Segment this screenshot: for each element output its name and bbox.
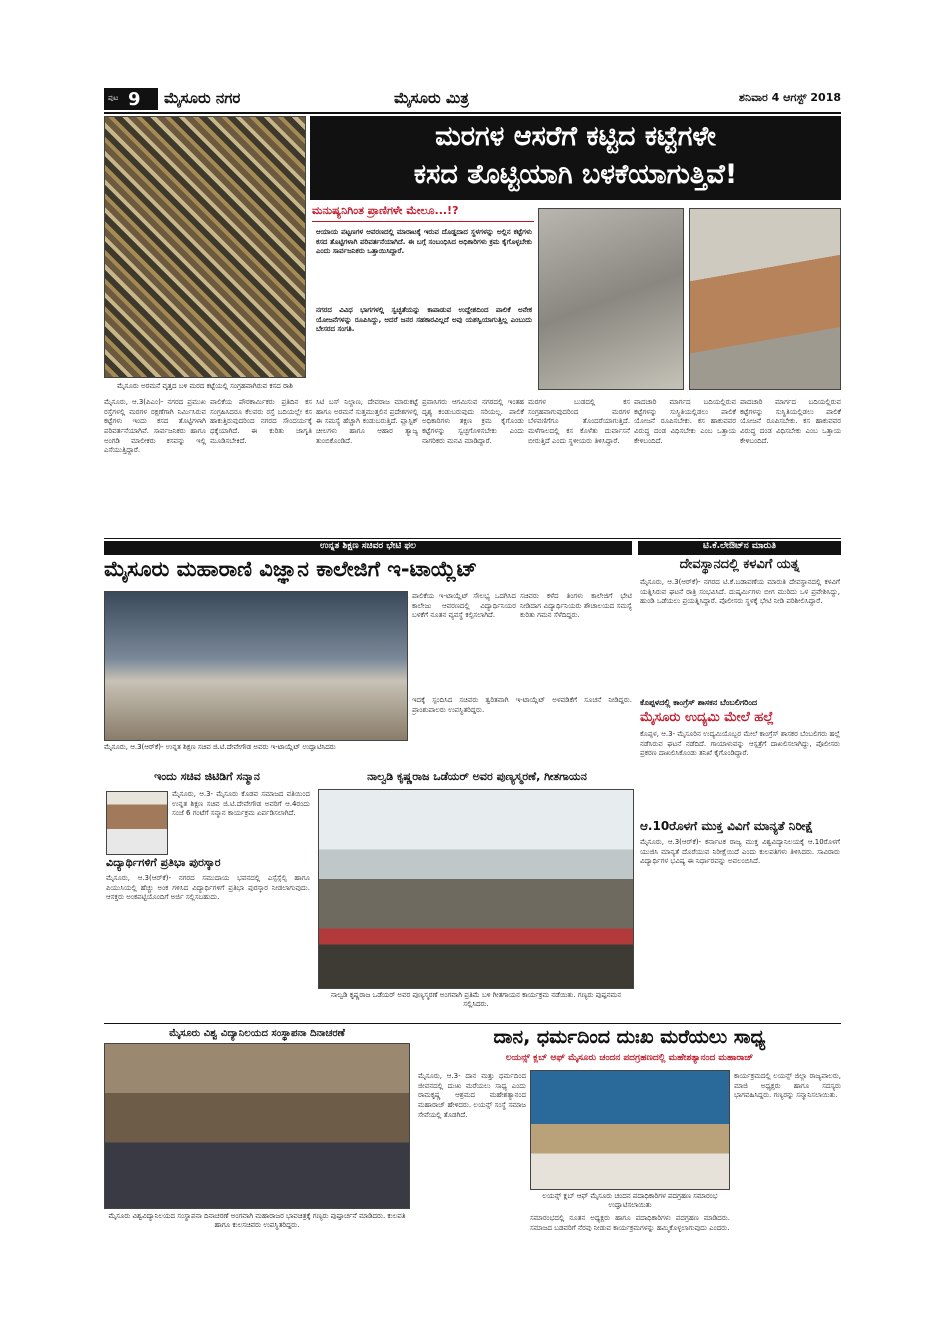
lead-kicker-rule — [312, 221, 534, 222]
paper-name: ಮೈಸೂರು ಮಿತ್ರ — [394, 89, 469, 107]
college-caption: ಮೈಸೂರು, ಆ.3(ಆರ್‌ಕೆ)- ಉನ್ನತ ಶಿಕ್ಷಣ ಸಚಿವ ಜಿ.ಟಿ.ದೇವೇಗೌಡ ಅವರು ಇ-ಟಾಯ್ಲೆಟ್ ಉದ್ಘಾಟಿಸಿದರು — [104, 743, 336, 751]
lead-body-col4: ಪ್ರವಾಸಿಗರು ಆಗಮಿಸುವ ನಗರದಲ್ಲಿ ಇಂತಹ ದೃಶ್ಯ ಕಂಡುಬರುವುದು ಸರಿಯಲ್ಲ. ಪಾಲಿಕೆ ಅಧಿಕಾರಿಗಳು ತಕ್ಷಣ ಕ್ರಮ ಕೈಗೊಂಡು ಕಟ್ಟೆಗಳನ್ನು ಸ್ವಚ್ಛಗೊಳಿಸಬೇಕು ಎಂದು ನಾಗರಿಕರು ಮನವಿ ಮಾಡಿದ್ದಾರೆ. — [422, 398, 524, 445]
temple-body: ಮೈಸೂರು, ಆ.3(ಆರ್‌ಕೆ)- ನಗರದ ಟಿ.ಕೆ.ಬಡಾವಣೆಯ ಮಾರುತಿ ದೇವಸ್ಥಾನದಲ್ಲಿ ಕಳವಿಗೆ ಯತ್ನಿಸಿರುವ ಘಟನೆ ರಾತ್ರಿ ಸಂಭವಿಸಿದೆ. ದುಷ್ಕರ್ಮಿಗಳು ಬೀಗ ಮುರಿದು ಒಳ ಪ್ರವೇಶಿಸಿದ್ದು, ಹುಂಡಿ ಒಡೆಯಲು ಪ್ರಯತ್ನಿಸಿದ್ದಾರೆ. ಪೊಲೀಸರು ಸ್ಥಳಕ್ಕೆ ಭೇಟಿ ನೀಡಿ ಪರಿಶೀಲಿಸಿದ್ದಾರೆ. — [640, 578, 840, 606]
minister-portrait — [106, 791, 168, 855]
nalwadi-caption: ನಾಲ್ವಡಿ ಕೃಷ್ಣರಾಜ ಒಡೆಯರ್ ಅವರ ಪುಣ್ಯಸ್ಮರಣೆ ಅಂಗವಾಗಿ ಪ್ರತಿಮೆ ಬಳಿ ಗೀತಗಾಯನ ಕಾರ್ಯಕ್ರಮ ನಡೆಯಿತು. ಗಣ್ಯರು ಪುಷ್ಪನಮನ ಸಲ್ಲಿಸಿದರು. — [330, 991, 622, 1008]
charity-body-2: ಸಮಾರಂಭದಲ್ಲಿ ನೂತನ ಅಧ್ಯಕ್ಷರು ಹಾಗೂ ಪದಾಧಿಕಾರಿಗಳು ಪದಗ್ರಹಣ ಮಾಡಿದರು. ಸಮಾಜದ ಬಡವರಿಗೆ ನೆರವು ನೀಡುವ ಕಾರ್ಯಕ್ರಮಗಳನ್ನು ಹಮ್ಮಿಕೊಳ್ಳಲಾಗುವುದು ಎಂದರು. — [530, 1214, 730, 1232]
congress-headline: ಮೈಸೂರು ಉದ್ಯಮಿ ಮೇಲೆ ಹಲ್ಲೆ — [640, 710, 774, 725]
award-headline: ವಿದ್ಯಾರ್ಥಿಗಳಿಗೆ ಪ್ರತಿಭಾ ಪುರಸ್ಕಾರ — [106, 856, 221, 869]
section-divider-1 — [104, 538, 841, 539]
lead-body-col2: ಪಾಲಿಕೆಯ ಪೌರಕಾರ್ಮಿಕರು ಪ್ರತಿದಿನ ಕಸ ಸಂಗ್ರಹಿಸಿದರೂ ಕೆಲವರು ರಸ್ತೆ ಬದಿಯಲ್ಲೇ ಕಸ ಹಾಕುತ್ತಿರುವುದರಿಂದ ನಗರದ ಸೌಂದರ್ಯಕ್ಕೆ ಧಕ್ಕೆಯಾಗಿದೆ. ಈ ಕುರಿತು ಜಾಗೃತಿ ಮೂಡಿಸಬೇಕಿದೆ. — [210, 398, 312, 445]
college-body-1: ಪಾಲಿಕೆಯ ಇ-ಟಾಯ್ಲೆಟ್ ಸೌಲಭ್ಯ ಒದಗಿಸಿದ ಕಾಲೇಜು ಆವರಣದಲ್ಲಿ ವಿದ್ಯಾರ್ಥಿನಿಯರ ಬಳಕೆಗೆ ನೂತನ ವ್ಯವಸ್ಥೆ ಕಲ್ಪಿಸಲಾಗಿದೆ. — [412, 592, 516, 620]
university-photo — [104, 1043, 410, 1209]
college-body-2: ಸಚಿವರು ಕಳೆದ ತಿಂಗಳು ಕಾಲೇಜಿಗೆ ಭೇಟಿ ನೀಡಿದಾಗ ವಿದ್ಯಾರ್ಥಿನಿಯರು ಶೌಚಾಲಯದ ಸಮಸ್ಯೆ ಕುರಿತು ಗಮನ ಸೆಳೆದಿದ್ದರು. — [520, 592, 632, 620]
lead-photo-garbage — [104, 116, 306, 378]
college-kicker: ಉನ್ನತ ಶಿಕ್ಷಣ ಸಚಿವರ ಭೇಟಿ ಫಲ — [320, 541, 416, 551]
charity-body-3: ಕಾರ್ಯಕ್ರಮದಲ್ಲಿ ಲಯನ್ಸ್ ಜಿಲ್ಲಾ ರಾಜ್ಯಪಾಲರು, ಮಾಜಿ ಅಧ್ಯಕ್ಷರು ಹಾಗೂ ಸದಸ್ಯರು ಭಾಗವಹಿಸಿದ್ದರು. ಗಣ್ಯರನ್ನು ಸನ್ಮಾನಿಸಲಾಯಿತು. — [734, 1072, 841, 1100]
temple-kicker-bar — [638, 541, 841, 555]
page-number: 9 — [128, 89, 141, 110]
lead-body-col1: ಮೈಸೂರು, ಆ.3(ಪಿಎಂ)- ನಗರದ ಪ್ರಮುಖ ರಸ್ತೆಗಳಲ್ಲಿ ಮರಗಳ ರಕ್ಷಣೆಗಾಗಿ ನಿರ್ಮಿಸಿರುವ ಕಟ್ಟೆಗಳು ಇಂದು ಕಸದ ತೊಟ್ಟಿಗಳಾಗಿ ಪರಿವರ್ತನೆಯಾಗಿವೆ. ಸಾರ್ವಜನಿಕರು ಹಾಗೂ ಅಂಗಡಿ ಮಾಲೀಕರು ಕಸವನ್ನು ಇಲ್ಲಿ ಎಸೆಯುತ್ತಿದ್ದಾರೆ. — [104, 398, 206, 455]
congress-body: ಕೊಪ್ಪಳ, ಆ.3- ಮೈಸೂರಿನ ಉದ್ಯಮಿಯೊಬ್ಬರ ಮೇಲೆ ಕಾಂಗ್ರೆಸ್ ಶಾಸಕರ ಬೆಂಬಲಿಗರು ಹಲ್ಲೆ ನಡೆಸಿರುವ ಘಟನೆ ನಡೆದಿದೆ. ಗಾಯಾಳುವನ್ನು ಆಸ್ಪತ್ರೆಗೆ ದಾಖಲಿಸಲಾಗಿದ್ದು, ಪೊಲೀಸರು ಪ್ರಕರಣ ದಾಖಲಿಸಿಕೊಂಡು ತನಿಖೆ ಕೈಗೊಂಡಿದ್ದಾರೆ. — [640, 730, 840, 758]
lead-headline-box — [310, 116, 841, 200]
lead-photo-tree-base — [538, 208, 684, 390]
protest-headline: ಆ.10ರೊಳಗೆ ಮುಕ್ತ ವಿವಿಗೆ ಮಾನ್ಯತೆ ನಿರೀಕ್ಷೆ — [640, 819, 813, 833]
page-number-box — [104, 88, 158, 110]
nalwadi-headline: ನಾಲ್ವಡಿ ಕೃಷ್ಣರಾಜ ಒಡೆಯರ್ ಅವರ ಪುಣ್ಯಸ್ಮರಣೆ, ಗೀತಗಾಯನ — [367, 770, 587, 783]
temple-headline: ದೇವಸ್ಥಾನದಲ್ಲಿ ಕಳವಿಗೆ ಯತ್ನ — [679, 557, 800, 572]
minister-headline: ಇಂದು ಸಚಿವ ಜಿಟಿಡಿಗೆ ಸನ್ಮಾನ — [154, 770, 260, 783]
lead-headline-line2: ಕಸದ ತೊಟ್ಟಿಯಾಗಿ ಬಳಕೆಯಾಗುತ್ತಿವೆ! — [413, 159, 738, 190]
lead-body-col6: ಪಾದಚಾರಿ ಮಾರ್ಗದ ಬದಿಯಲ್ಲಿರುವ ಕಟ್ಟೆಗಳನ್ನು ಸುಸ್ಥಿತಿಯಲ್ಲಿಡಲು ಪಾಲಿಕೆ ಯೋಜನೆ ರೂಪಿಸಬೇಕು. ಕಸ ಹಾಕುವವರ ವಿರುದ್ಧ ದಂಡ ವಿಧಿಸಬೇಕು ಎಂಬ ಒತ್ತಾಯ ಕೇಳಿಬಂದಿದೆ. — [634, 398, 736, 445]
section-name: ಮೈಸೂರು ನಗರ — [164, 89, 241, 107]
charity-caption: ಲಯನ್ಸ್ ಕ್ಲಬ್ ಆಫ್ ಮೈಸೂರು ಚಂದನ ಪದಾಧಿಕಾರಿಗಳ ಪದಗ್ರಹಣ ಸಮಾರಂಭ ಉದ್ಘಾಟಿಸಲಾಯಿತು — [542, 1192, 718, 1209]
college-kicker-bar — [104, 541, 632, 555]
lead-photo-caption: ಮೈಸೂರು ಅರಮನೆ ವೃತ್ತದ ಬಳಿ ಮರದ ಕಟ್ಟೆಯಲ್ಲಿ ಸಂಗ್ರಹವಾಗಿರುವ ಕಸದ ರಾಶಿ — [117, 382, 293, 390]
university-headline: ಮೈಸೂರು ವಿಶ್ವ ವಿದ್ಯಾನಿಲಯದ ಸಂಸ್ಥಾಪನಾ ದಿನಾಚರಣೆ — [169, 1028, 345, 1039]
college-headline: ಮೈಸೂರು ಮಹಾರಾಣಿ ವಿಜ್ಞಾನ ಕಾಲೇಜಿಗೆ ಇ-ಟಾಯ್ಲೆಟ್ — [104, 557, 478, 581]
lead-photo-footpath — [689, 208, 841, 390]
charity-photo — [530, 1070, 730, 1190]
lead-quote-1: ಆಯಾಯ ಪಟ್ಟಣಗಳ ಆವರಣದಲ್ಲಿ ಮಾರಾಟಕ್ಕೆ ಇರುವ ದೊಡ್ಡದಾದ ಸ್ಥಳಗಳನ್ನು ಅಲ್ಲಿನ ಕಟ್ಟೆಗಳು ಕಸದ ತೊಟ್ಟಿಗಳಾಗಿ ಪರಿವರ್ತನೆಯಾಗಿದೆ. ಈ ಬಗ್ಗೆ ಸಂಬಂಧಿಸಿದ ಅಧಿಕಾರಿಗಳು ಕ್ರಮ ಕೈಗೊಳ್ಳಬೇಕು ಎಂದು ಸಾರ್ವಜನಿಕರು ಒತ್ತಾಯಿಸಿದ್ದಾರೆ. — [316, 228, 532, 256]
lead-quote-2: ನಗರದ ವಿವಿಧ ಭಾಗಗಳಲ್ಲಿ ಸ್ವಚ್ಛತೆಯನ್ನು ಕಾಪಾಡುವ ಉದ್ದೇಶದಿಂದ ಪಾಲಿಕೆ ಅನೇಕ ಯೋಜನೆಗಳನ್ನು ರೂಪಿಸಿದ್ದು, ಆದರೆ ಜನರ ಸಹಕಾರವಿಲ್ಲದೆ ಅವು ಯಶಸ್ವಿಯಾಗುತ್ತಿಲ್ಲ ಎಂಬುದು ಬೇಸರದ ಸಂಗತಿ. — [316, 306, 532, 334]
section-divider-2 — [104, 1023, 841, 1024]
college-photo — [104, 591, 408, 741]
temple-kicker: ಟಿ.ಕೆ.ಲೇಔಟ್‌ನ ಮಾರುತಿ — [702, 541, 777, 551]
university-caption: ಮೈಸೂರು ವಿಶ್ವವಿದ್ಯಾನಿಲಯದ ಸಂಸ್ಥಾಪನಾ ದಿನಾಚರಣೆ ಅಂಗವಾಗಿ ಮಹಾರಾಜರ ಭಾವಚಿತ್ರಕ್ಕೆ ಗಣ್ಯರು ಪುಷ್ಪಾರ್ಚನೆ ಮಾಡಿದರು. ಕುಲಪತಿ ಹಾಗೂ ಕುಲಸಚಿವರು ಉಪಸ್ಥಿತರಿದ್ದರು. — [108, 1212, 406, 1229]
masthead — [104, 87, 841, 111]
charity-headline: ದಾನ, ಧರ್ಮದಿಂದ ದುಃಖ ಮರೆಯಲು ಸಾಧ್ಯ — [493, 1026, 766, 1048]
lead-kicker: ಮನುಷ್ಯನಿಗಿಂತ ಪ್ರಾಣಿಗಳೇ ಮೇಲೂ...!? — [312, 204, 459, 217]
congress-kicker: ಕೊಪ್ಪಳದಲ್ಲಿ ಕಾಂಗ್ರೆಸ್ ಶಾಸಕನ ಬೆಂಬಲಿಗರಿಂದ — [640, 698, 758, 707]
lead-body-col3: ಸಿಟಿ ಬಸ್ ನಿಲ್ದಾಣ, ದೇವರಾಜ ಮಾರುಕಟ್ಟೆ ಹಾಗೂ ಅರಮನೆ ಸುತ್ತಮುತ್ತಲಿನ ಪ್ರದೇಶಗಳಲ್ಲಿ ಈ ಸಮಸ್ಯೆ ಹೆಚ್ಚಾಗಿ ಕಂಡುಬರುತ್ತಿದೆ. ಪ್ಲಾಸ್ಟಿಕ್ ಚೀಲಗಳು ಹಾಗೂ ಆಹಾರ ತ್ಯಾಜ್ಯ ತುಂಬಿಕೊಂಡಿದೆ. — [316, 398, 418, 445]
charity-body-1: ಮೈಸೂರು, ಆ.3- ದಾನ ಮತ್ತು ಧರ್ಮದಿಂದ ಜೀವನದಲ್ಲಿ ದುಃಖ ಮರೆಯಲು ಸಾಧ್ಯ ಎಂದು ರಾಮಕೃಷ್ಣ ಆಶ್ರಮದ ಮಹೇಶತ್ಯಾನಂದ ಮಹಾರಾಜ್ ಹೇಳಿದರು. ಲಯನ್ಸ್ ಸಂಸ್ಥೆ ಸಮಾಜ ಸೇವೆಯಲ್ಲಿ ತೊಡಗಿದೆ. — [418, 1072, 526, 1119]
lead-headline-line1: ಮರಗಳ ಆಸರೆಗೆ ಕಟ್ಟಿದ ಕಟ್ಟೆಗಳೇ — [435, 121, 716, 152]
page-label: ಪುಟ — [108, 94, 119, 102]
charity-kicker: ಲಯನ್ಸ್ ಕ್ಲಬ್ ಆಫ್ ಮೈಸೂರು ಚಂದನ ಪದಗ್ರಹಣದಲ್ಲಿ ಮಹೇಶತ್ಯಾನಂದ ಮಹಾರಾಜ್ — [505, 1053, 754, 1063]
lead-body-col7: ಪಾದಚಾರಿ ಮಾರ್ಗದ ಬದಿಯಲ್ಲಿರುವ ಕಟ್ಟೆಗಳನ್ನು ಸುಸ್ಥಿತಿಯಲ್ಲಿಡಲು ಪಾಲಿಕೆ ಯೋಜನೆ ರೂಪಿಸಬೇಕು. ಕಸ ಹಾಕುವವರ ವಿರುದ್ಧ ದಂಡ ವಿಧಿಸಬೇಕು ಎಂಬ ಒತ್ತಾಯ ಕೇಳಿಬಂದಿದೆ. — [740, 398, 841, 445]
masthead-rule — [104, 112, 841, 114]
college-body-3: ಇದಕ್ಕೆ ಸ್ಪಂದಿಸಿದ ಸಚಿವರು ತ್ವರಿತವಾಗಿ ಇ-ಟಾಯ್ಲೆಟ್ ಅಳವಡಿಕೆಗೆ ಸೂಚನೆ ನೀಡಿದ್ದರು. ಪ್ರಾಂಶುಪಾಲರು ಉಪಸ್ಥಿತರಿದ್ದರು. — [412, 696, 632, 714]
award-body: ಮೈಸೂರು, ಆ.3(ಆರ್‌ಕೆ)- ನಗರದ ಸಮುದಾಯ ಭವನದಲ್ಲಿ ಎಸ್ಸೆಸ್ಸೆಲ್ಸಿ ಹಾಗೂ ಪಿಯುಸಿಯಲ್ಲಿ ಹೆಚ್ಚು ಅಂಕ ಗಳಿಸಿದ ವಿದ್ಯಾರ್ಥಿಗಳಿಗೆ ಪ್ರತಿಭಾ ಪುರಸ್ಕಾರ ನೀಡಲಾಗುವುದು. ಆಸಕ್ತರು ಅಂಕಪಟ್ಟಿಯೊಂದಿಗೆ ಅರ್ಜಿ ಸಲ್ಲಿಸಬಹುದು. — [106, 874, 310, 902]
minister-body: ಮೈಸೂರು, ಆ.3- ಮೈಸೂರು ಕೊಡವ ಸಮಾಜದ ವತಿಯಿಂದ ಉನ್ನತ ಶಿಕ್ಷಣ ಸಚಿವ ಜಿ.ಟಿ.ದೇವೇಗೌಡ ಅವರಿಗೆ ಆ.4ರಂದು ಸಂಜೆ 6 ಗಂಟೆಗೆ ಸನ್ಮಾನ ಕಾರ್ಯಕ್ರಮ ಏರ್ಪಡಿಸಲಾಗಿದೆ. — [172, 790, 310, 818]
lead-body-col5: ಮರಗಳ ಬುಡದಲ್ಲಿ ಕಸ ಸಂಗ್ರಹವಾಗುವುದರಿಂದ ಮರಗಳ ಬೆಳವಣಿಗೆಗೂ ತೊಂದರೆಯಾಗುತ್ತಿದೆ. ಮಳೆಗಾಲದಲ್ಲಿ ಕಸ ಕೊಳೆತು ದುರ್ವಾಸನೆ ಬೀರುತ್ತಿದೆ ಎಂದು ಸ್ಥಳೀಯರು ತಿಳಿಸಿದ್ದಾರೆ. — [528, 398, 630, 445]
protest-body: ಮೈಸೂರು, ಆ.3(ಆರ್‌ಕೆ)- ಕರ್ನಾಟಕ ರಾಜ್ಯ ಮುಕ್ತ ವಿಶ್ವವಿದ್ಯಾನಿಲಯಕ್ಕೆ ಆ.10ರೊಳಗೆ ಯುಜಿಸಿ ಮಾನ್ಯತೆ ದೊರೆಯುವ ನಿರೀಕ್ಷೆಯಿದೆ ಎಂದು ಕುಲಪತಿಗಳು ತಿಳಿಸಿದರು. ಸಾವಿರಾರು ವಿದ್ಯಾರ್ಥಿಗಳ ಭವಿಷ್ಯ ಈ ನಿರ್ಧಾರವನ್ನು ಅವಲಂಬಿಸಿದೆ. — [640, 838, 840, 866]
nalwadi-photo — [318, 789, 634, 989]
issue-date: ಶನಿವಾರ 4 ಆಗಸ್ಟ್ 2018 — [738, 91, 841, 104]
